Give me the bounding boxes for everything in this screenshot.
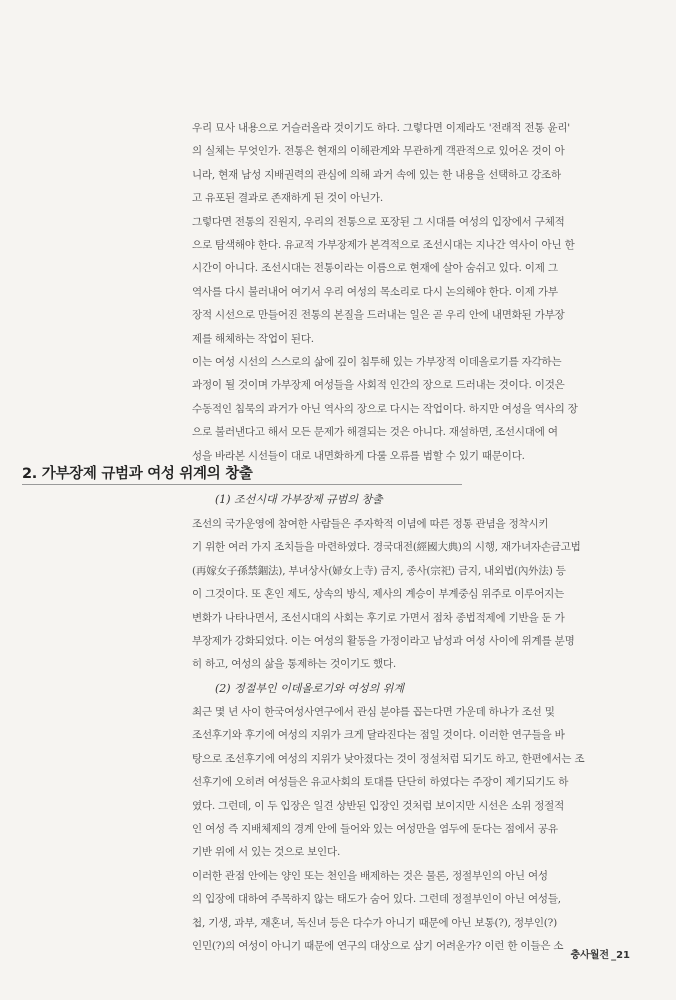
text-line: 선후기에 오히려 여성들은 유교사회의 토대를 단단히 하였다는 주장이 제기되기도 하: [192, 776, 569, 789]
text-line: 그렇다면 전통의 진원지, 우리의 전통으로 포장된 그 시대를 여성의 입장에서 구체적: [192, 215, 565, 228]
text-line: 부장제가 강화되었다. 이는 여성의 활동을 가정이라고 남성과 여성 사이에 위계를 분명: [192, 635, 575, 648]
text-line: 인 여성 즉 지배체제의 경계 안에 들어와 있는 여성만을 염두에 둔다는 점에서 공유: [192, 823, 558, 836]
text-line: 우리 묘사 내용으로 거슬러올라 것이기도 하다. 그렇다면 이제라도 '전래적 전통 윤리': [192, 122, 570, 134]
text-line: 이러한 관점 안에는 양인 또는 천인을 배제하는 것은 물론, 정절부인의 아닌 여성: [192, 869, 548, 882]
section-divider: [22, 484, 462, 485]
text-line: 히 하고, 여성의 삶을 통제하는 것이기도 했다.: [192, 658, 397, 671]
text-line: 첩, 기생, 과부, 재혼녀, 독신녀 등은 다수가 아니기 때문에 아닌 보통(?), 정부인(?): [192, 916, 557, 929]
text-line: 과정이 될 것이며 가부장제 여성들을 사회적 인간의 장으로 드러내는 것이다. 이것은: [192, 379, 565, 392]
text-line: 이는 여성 시선의 스스로의 삶에 깊이 침투해 있는 가부장적 이데올로기를 자각하는: [192, 356, 562, 369]
text-line: 조선의 국가운영에 참여한 사람들은 주자학적 이념에 따른 정통 관념을 정착시키: [192, 518, 549, 530]
text-line: 고 유포된 결과로 존재하게 된 것이 아닌가.: [192, 192, 383, 205]
subsection-heading-1: (1) 조선시대 가부장제 규범의 창출: [215, 493, 383, 506]
text-line: 으로 불러낸다고 해서 모든 문제가 해결되는 것은 아니다. 재설하면, 조선시대에 여: [192, 426, 558, 439]
text-line: 성을 바라본 시선들이 대로 내면화하게 다룰 오류를 범할 수 있기 때문이다.: [192, 449, 525, 462]
body-text-top: [192, 117, 624, 468]
text-line: 장적 시선으로 만들어진 전통의 본질을 드러내는 일은 곧 우리 안에 내면화된 가부장: [192, 309, 565, 322]
page-number: 21: [616, 950, 630, 961]
text-line: 역사를 다시 불러내어 여기서 우리 여성의 목소리로 다시 논의해야 한다. 이제 가부: [192, 285, 558, 298]
text-line: 최근 몇 년 사이 한국여성사연구에서 관심 분야를 꼽는다면 가운데 하나가 조선 및: [192, 706, 555, 718]
section-title: 2. 가부장제 규범과 여성 위계의 창출: [22, 466, 253, 482]
text-line: 의 실체는 무엇인가. 전통은 현재의 이해관계와 무관하게 객관적으로 있어온 것이 아: [192, 145, 565, 158]
body-text-bottom: [192, 701, 624, 958]
text-line: 탕으로 조선후기에 여성의 지위가 낮아졌다는 것이 정설처럼 되기도 하고, 한편에서는 조: [192, 752, 585, 765]
text-line: 이 그것이다. 또 혼인 제도, 상속의 방식, 제사의 계승이 부계중심 위주로 이루어지는: [192, 588, 565, 601]
body-text-middle: [192, 513, 624, 677]
text-line: 제를 해체하는 작업이 된다.: [192, 332, 314, 345]
subsection-heading-2: (2) 정절부인 이데올로기와 여성의 위계: [215, 682, 404, 695]
text-line: 기 위한 여러 가지 조치들을 마련하였다. 경국대전(經國大典)의 시행, 재가녀자손금고법: [192, 541, 581, 554]
text-line: 조선후기와 후기에 여성의 지위가 크게 달라진다는 점일 것이다. 이러한 연구들을 바: [192, 729, 565, 742]
page-footer: [570, 946, 630, 961]
footer-separator: _: [611, 950, 617, 961]
text-line: 기반 위에 서 있는 것으로 보인다.: [192, 846, 341, 859]
text-line: 였다. 그런데, 이 두 입장은 일견 상반된 입장인 것처럼 보이지만 시선은 소위 정절적: [192, 799, 565, 812]
text-line: 변화가 나타나면서, 조선시대의 사회는 후기로 가면서 점차 종법적제에 기반을 둔 가: [192, 611, 565, 624]
footer-publication-title: 충사월전: [570, 950, 610, 961]
text-line: 시간이 아니다. 조선시대는 전통이라는 이름으로 현재에 살아 숨쉬고 있다. 이제 그: [192, 262, 558, 275]
text-line: 의 입장에 대하여 주목하지 않는 태도가 숨어 있다. 그런데 정절부인이 아닌 여성들,: [192, 893, 561, 906]
text-line: (再嫁女子孫禁錮法), 부녀상사(婦女上寺) 금지, 종사(宗祀) 금지, 내외법(內外法) 등: [192, 564, 566, 577]
text-line: 으로 탐색해야 한다. 유교적 가부장제가 본격적으로 조선시대는 지나간 역사이 아닌 한: [192, 239, 575, 252]
text-line: 니라, 현재 남성 지배권력의 관심에 의해 과거 속에 있는 한 내용을 선택하고 강조하: [192, 168, 561, 181]
text-line: 수동적인 침묵의 과거가 아닌 역사의 장으로 다시는 작업이다. 하지만 여성을 역사의 장: [192, 402, 578, 415]
text-line: 인민(?)의 여성이 아니기 때문에 연구의 대상으로 삼기 어려운가? 이런 한 이들은 소: [192, 940, 564, 953]
